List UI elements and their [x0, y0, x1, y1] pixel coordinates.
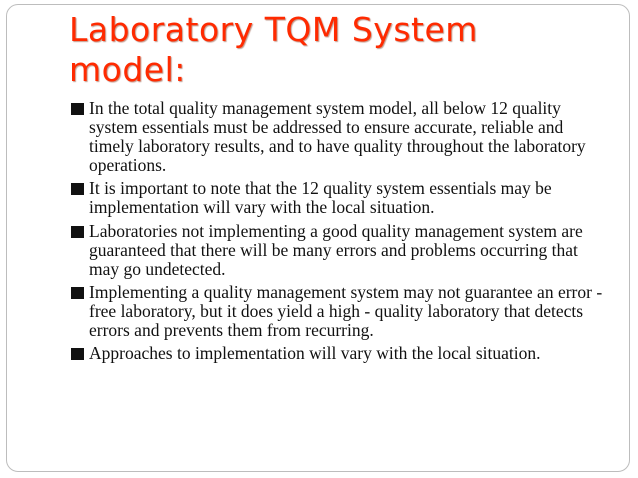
bullet-text: Approaches to implementation will vary with the local situation.: [89, 343, 541, 364]
bullet-item-5: [71, 344, 611, 363]
bullet-list: [71, 99, 611, 367]
bullet-text: Implementing a quality management system may not guarantee an error -free laboratory, but it does yield a high - quality laboratory that detects errors and prevents them from recurring.: [89, 281, 603, 341]
square-bullet-icon: [71, 183, 84, 195]
bullet-item-4: [71, 283, 611, 340]
bullet-text: In the total quality management system model, all below 12 quality system essentials must be addressed to ensure accurate, reliable and timely laboratory results, and to have quality throughout the laboratory operations.: [89, 98, 586, 176]
bullet-item-1: [71, 99, 611, 175]
bullet-item-3: [71, 222, 611, 279]
square-bullet-icon: [71, 103, 84, 115]
square-bullet-icon: [71, 226, 84, 238]
bullet-item-2: [71, 179, 611, 217]
square-bullet-icon: [71, 287, 84, 299]
square-bullet-icon: [71, 348, 84, 360]
bullet-text: Laboratories not implementing a good quality management system are guaranteed that there will be many errors and problems occurring that may go undetected.: [89, 220, 583, 279]
slide-title: Laboratory TQM System model:: [69, 10, 478, 89]
bullet-text: It is important to note that the 12 quality system essentials may be implementation will vary with the local situation.: [89, 178, 552, 218]
